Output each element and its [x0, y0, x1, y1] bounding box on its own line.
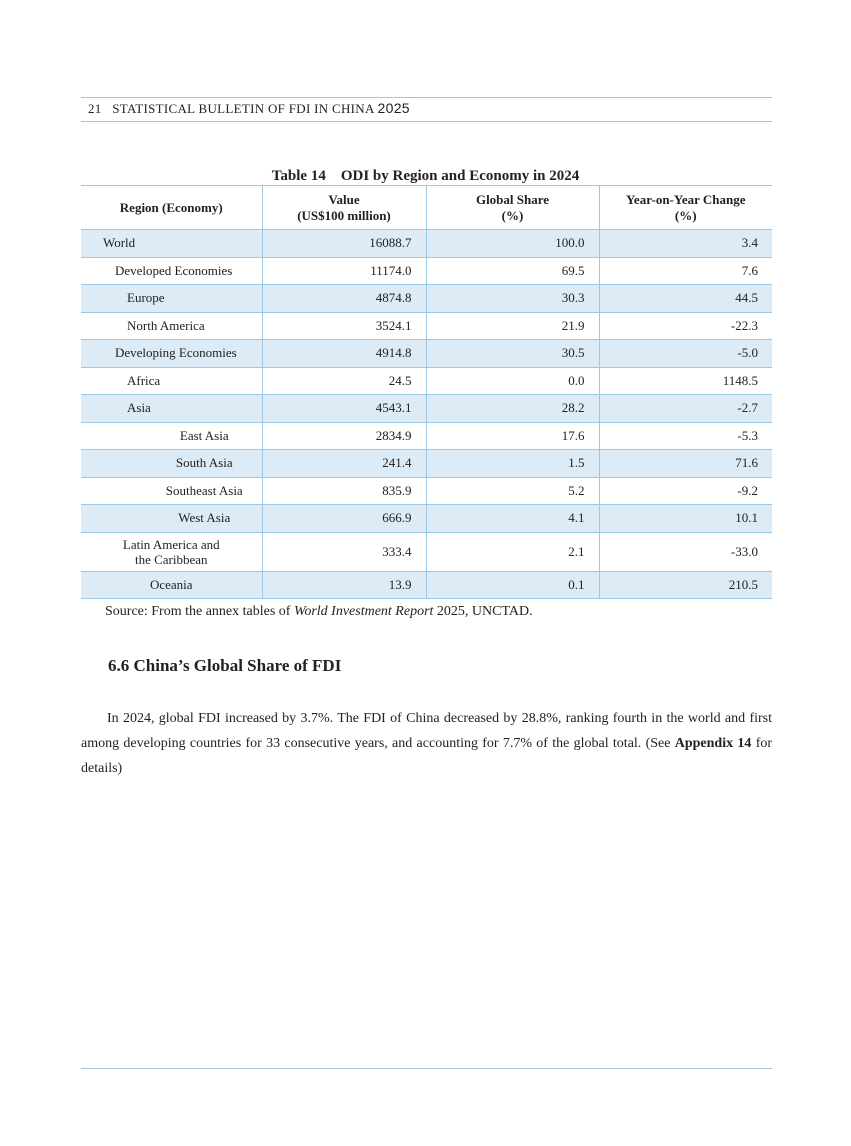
bulletin-year: 2025 — [377, 100, 410, 116]
cell-share: 1.5 — [426, 450, 599, 478]
cell-value: 4874.8 — [262, 285, 426, 313]
cell-region: West Asia — [81, 505, 262, 533]
header-rule-top — [81, 97, 772, 98]
cell-region: Southeast Asia — [81, 477, 262, 505]
cell-share: 17.6 — [426, 422, 599, 450]
section-heading: 6.6 China’s Global Share of FDI — [108, 656, 342, 675]
table-row — [81, 367, 772, 395]
footer-rule — [81, 1068, 772, 1069]
cell-region: Europe — [81, 285, 262, 313]
col-header-value: Value (US$100 million) — [262, 186, 426, 230]
table-row — [81, 450, 772, 478]
cell-change: -22.3 — [599, 312, 772, 340]
cell-change: -9.2 — [599, 477, 772, 505]
col-header-region: Region (Economy) — [81, 186, 262, 230]
cell-share: 28.2 — [426, 395, 599, 423]
section-paragraph: In 2024, global FDI increased by 3.7%. The FDI of China decreased by 28.8%, ranking fourth in the world and first among developing countries for 33 consecutive years, and accounting for 7.7% of the global total. (See Appendix 14 for details) — [81, 711, 773, 776]
cell-region: East Asia — [81, 422, 262, 450]
table-row — [81, 312, 772, 340]
table-row — [81, 505, 772, 533]
cell-change: 10.1 — [599, 505, 772, 533]
odi-table — [81, 185, 772, 599]
cell-share: 5.2 — [426, 477, 599, 505]
cell-value: 3524.1 — [262, 312, 426, 340]
bulletin-title: STATISTICAL BULLETIN OF FDI IN CHINA — [112, 101, 374, 116]
appendix-reference[interactable]: Appendix 14 — [674, 736, 752, 751]
cell-region: Africa — [81, 367, 262, 395]
header-rule-bottom — [81, 121, 772, 122]
cell-value: 11174.0 — [262, 257, 426, 285]
cell-share: 0.0 — [426, 367, 599, 395]
cell-change: 44.5 — [599, 285, 772, 313]
col-header-share: Global Share (%) — [426, 186, 599, 230]
cell-change: 7.6 — [599, 257, 772, 285]
cell-share: 2.1 — [426, 532, 599, 571]
cell-share: 30.3 — [426, 285, 599, 313]
table-source: Source: From the annex tables of World Investment Report 2025, UNCTAD. — [105, 604, 533, 619]
cell-value: 2834.9 — [262, 422, 426, 450]
cell-change: 71.6 — [599, 450, 772, 478]
cell-change: -5.0 — [599, 340, 772, 368]
table-row — [81, 340, 772, 368]
cell-value: 241.4 — [262, 450, 426, 478]
cell-share: 30.5 — [426, 340, 599, 368]
cell-region: Developing Economies — [81, 340, 262, 368]
cell-value: 835.9 — [262, 477, 426, 505]
table-row — [81, 285, 772, 313]
running-header — [88, 100, 410, 117]
cell-change: 3.4 — [599, 230, 772, 258]
cell-share: 0.1 — [426, 571, 599, 599]
cell-share: 4.1 — [426, 505, 599, 533]
cell-share: 69.5 — [426, 257, 599, 285]
cell-change: -2.7 — [599, 395, 772, 423]
cell-value: 666.9 — [262, 505, 426, 533]
cell-value: 333.4 — [262, 532, 426, 571]
cell-change: 210.5 — [599, 571, 772, 599]
cell-value: 24.5 — [262, 367, 426, 395]
table-header-row — [81, 186, 772, 230]
cell-region: North America — [81, 312, 262, 340]
cell-change: 1148.5 — [599, 367, 772, 395]
table-row — [81, 230, 772, 258]
table-row — [81, 477, 772, 505]
cell-region: South Asia — [81, 450, 262, 478]
cell-value: 13.9 — [262, 571, 426, 599]
table-caption: Table 14 ODI by Region and Economy in 2024 — [271, 168, 580, 184]
cell-value: 4914.8 — [262, 340, 426, 368]
table-row — [81, 571, 772, 599]
table-row — [81, 395, 772, 423]
cell-change: -33.0 — [599, 532, 772, 571]
cell-value: 4543.1 — [262, 395, 426, 423]
table-row — [81, 532, 772, 571]
cell-value: 16088.7 — [262, 230, 426, 258]
cell-region: Developed Economies — [81, 257, 262, 285]
cell-region: Asia — [81, 395, 262, 423]
cell-change: -5.3 — [599, 422, 772, 450]
cell-region: Latin America and the Caribbean — [81, 532, 262, 571]
table-row — [81, 422, 772, 450]
cell-share: 21.9 — [426, 312, 599, 340]
cell-region: Oceania — [81, 571, 262, 599]
cell-region: World — [81, 230, 262, 258]
col-header-change: Year-on-Year Change (%) — [599, 186, 772, 230]
table-row — [81, 257, 772, 285]
page-number: 21 — [88, 101, 102, 116]
cell-share: 100.0 — [426, 230, 599, 258]
